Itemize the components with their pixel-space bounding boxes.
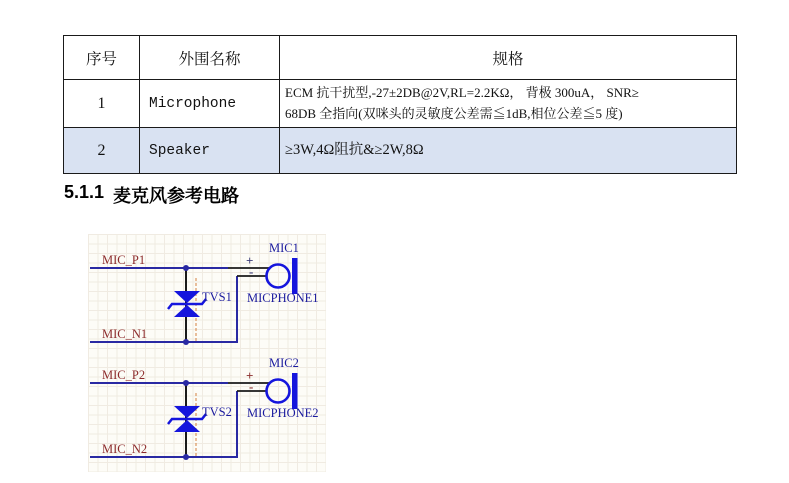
cell-name: Speaker: [140, 128, 280, 174]
net-label-mic-n: MIC_N2: [102, 442, 148, 456]
cell-index: 1: [64, 80, 140, 128]
section-heading: [64, 182, 239, 208]
tvs-designator: TVS2: [202, 405, 232, 419]
junction-dot: [183, 380, 189, 386]
schematic-canvas: [88, 234, 326, 472]
spec-line: ECM 抗干扰型,-27±2DB@2V,RL=2.2KΩ， 背极 300uA， SNR≥: [285, 84, 639, 100]
cell-index: 2: [64, 128, 140, 174]
cell-spec: [280, 128, 737, 174]
plus-pin-label: +: [246, 253, 254, 268]
mic1-circuit: [88, 240, 326, 352]
cell-name: Microphone: [140, 80, 280, 128]
spec-line: 68DB 全指向(双咪头的灵敏度公差需≦1dB,相位公差≦5 度): [285, 105, 623, 121]
microphone-symbol: [267, 258, 298, 294]
net-label-mic-p: MIC_P2: [102, 368, 146, 382]
mic-designator: MIC2: [269, 356, 299, 370]
minus-pin-label: -: [249, 379, 254, 394]
cell-spec: [280, 80, 737, 128]
section-title: 麦克风参考电路: [113, 186, 240, 206]
section-number: 5.1.1: [64, 182, 105, 202]
spec-line: ≥3W,4Ω阻抗&≥2W,8Ω: [285, 142, 424, 159]
header-cell-spec: 规格: [280, 36, 737, 80]
header-cell-index: 序号: [64, 36, 140, 80]
mic-designator: MIC1: [269, 241, 299, 255]
junction-dot: [183, 339, 189, 345]
junction-dot: [183, 265, 189, 271]
junction-dot: [183, 454, 189, 460]
mic-part-name: MICPHONE1: [247, 291, 319, 305]
mic2-circuit: [88, 355, 326, 467]
tvs-diode-symbol: [168, 406, 206, 432]
mic-part-name: MICPHONE2: [247, 406, 319, 420]
peripheral-spec-table: [63, 35, 737, 174]
table-row-microphone: [64, 80, 737, 128]
plus-pin-label: +: [246, 368, 254, 383]
tvs-designator: TVS1: [202, 290, 232, 304]
net-label-mic-n: MIC_N1: [102, 327, 148, 341]
minus-pin-label: -: [249, 264, 254, 279]
tvs-diode-symbol: [168, 291, 206, 317]
table-row-speaker: [64, 128, 737, 174]
net-label-mic-p: MIC_P1: [102, 253, 146, 267]
header-cell-name: 外围名称: [140, 36, 280, 80]
table-header-row: [64, 36, 737, 80]
microphone-symbol: [267, 373, 298, 409]
